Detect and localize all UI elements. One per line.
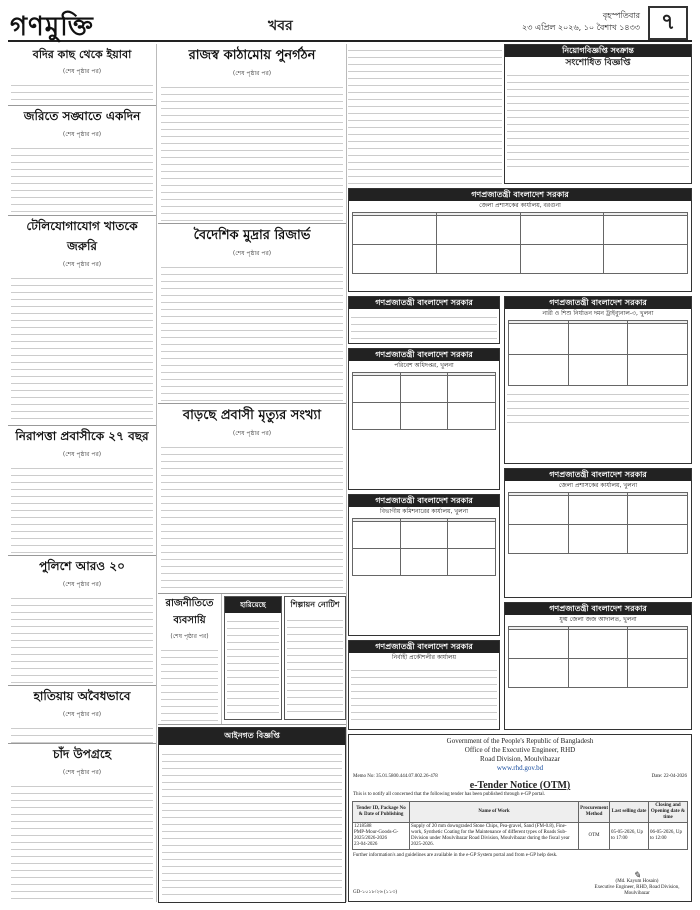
notice-heading: গণপ্রজাতন্ত্রী বাংলাদেশ সরকার: [349, 349, 499, 361]
notice-table: [508, 492, 688, 554]
story-byline: (শেষ পৃষ্ঠার পর): [232, 250, 272, 257]
tender-title: e-Tender Notice (OTM): [469, 780, 571, 791]
notice-box: [504, 44, 692, 184]
notice-heading: গণপ্রজাতন্ত্রী বাংলাদেশ সরকার: [349, 641, 499, 653]
notice-table: [352, 372, 496, 430]
story-byline: (শেষ পৃষ্ঠার পর): [62, 131, 102, 138]
tender-last-selling: 05-05-2026, Up to 17:00: [610, 823, 649, 850]
memo-date: Date: 22-04-2026: [651, 774, 687, 779]
story-headline: হাতিয়ায় অবৈধভাবে: [33, 689, 131, 703]
newspaper-logo: গণমুক্তি: [10, 12, 94, 42]
tender-package: PMP-Mour-Goods-G-2025/2026-2026: [354, 830, 399, 841]
tender-closing: 06-05-2026, Up to 12:00: [649, 823, 688, 850]
tender-table: [352, 801, 688, 850]
middle-column: [158, 44, 347, 902]
center-notices: [348, 44, 502, 184]
story-headline: জরিতে সঙ্ঘাতে একদিন: [23, 109, 141, 123]
tender-footer: Further information's and guidelines are available in the e-GP System portal and from e-GP help desk.: [353, 853, 558, 858]
notice-subheading: যুগ্ম জেলা জজ আদালত, খুলনা: [559, 616, 637, 623]
story-byline: (শেষ পৃষ্ঠার পর): [62, 769, 102, 776]
tender-work: Supply of 20 mm downgraded Stone Chips, Pea-gravel, Sand (FM-0.8), Fine-work, Synthetic Coating for the Maintenance of different types of Roads Sub-Division under Moulvibazar Road Division, Moulvibazar during the fiscal year 2025-2026.: [410, 823, 579, 850]
story[interactable]: [8, 556, 156, 686]
th-closing: Closing and Opening date & time: [649, 802, 688, 823]
th-last-selling: Last selling date: [610, 802, 649, 823]
notice-box: [348, 494, 500, 636]
story-body: [11, 462, 153, 556]
story-body: [11, 272, 153, 426]
masthead: [8, 6, 692, 42]
gov-line: Government of the People's Republic of Bangladesh: [446, 737, 594, 745]
story-headline: রাজনীতিতে ব্যবসায়ি: [165, 598, 214, 626]
tender-method: OTM: [579, 823, 610, 850]
tender-intro: This is to notify all concerned that the following tender has been published through e-GP portal.: [353, 792, 545, 797]
education-notice-title: শিল্পায়ন নোটিশ: [290, 599, 340, 609]
signature-block: ✎ (Md. Kayum Hosain) Executive Engineer, RHD, Road Division, Moulvibazar: [587, 873, 687, 897]
story-body: [11, 79, 153, 106]
notice-table: [352, 518, 496, 576]
missing-notice-title: হারিয়েছে: [225, 597, 281, 613]
story-headline: নিরাপত্তা প্রবাসীকে ২৭ বছর: [15, 429, 149, 443]
notice-box: [348, 188, 692, 292]
story-body: [11, 592, 153, 686]
signer-name: (Md. Kayum Hosain): [615, 879, 659, 884]
notice-box: [504, 296, 692, 464]
th-method: Procurement Method: [579, 802, 610, 823]
story-headline: রাজস্ব কাঠামোয় পুনর্গঠন: [188, 48, 316, 63]
story[interactable]: [8, 686, 156, 744]
story-body: [161, 81, 343, 224]
notice-box: [348, 296, 500, 344]
notice-heading: গণপ্রজাতন্ত্রী বাংলাদেশ সরকার: [349, 297, 499, 309]
story-byline: (শেষ পৃষ্ঠার পর): [232, 430, 272, 437]
left-column: [8, 44, 157, 902]
story-byline: (শেষ পৃষ্ঠার পর): [62, 68, 102, 75]
education-notice: [284, 596, 346, 720]
story-body: [11, 142, 153, 216]
story-byline: (শেষ পৃষ্ঠার পর): [170, 633, 209, 640]
story[interactable]: [8, 744, 156, 902]
story-byline: (শেষ পৃষ্ঠার পর): [62, 261, 102, 268]
issue-date: ২৩ এপ্রিল ২০২৬, ১০ বৈশাখ ১৪৩৩: [522, 23, 640, 32]
notice-heading: গণপ্রজাতন্ত্রী বাংলাদেশ সরকার: [505, 603, 691, 615]
th-work: Name of Work: [410, 802, 579, 823]
notice-table: [508, 320, 688, 386]
notice-box: [348, 348, 500, 490]
tender-ref: GD-১০১৮/২৬ (১১৩): [353, 890, 398, 895]
notice-title: সংশোধিত বিজ্ঞপ্তি: [565, 58, 631, 68]
section-label: খবর: [268, 18, 293, 34]
memo-number: Memo No: 35.01.5800.444.07.002.26-478: [353, 774, 438, 779]
notice-box: [348, 640, 500, 730]
e-tender-notice: [348, 734, 692, 902]
story-headline: চাঁদ উপগ্রহে: [52, 747, 112, 761]
story[interactable]: [158, 404, 346, 594]
story-body: [161, 261, 343, 404]
story-headline: বাড়ছে প্রবাসী মৃত্যুর সংখ্যা: [182, 408, 322, 423]
story[interactable]: [158, 594, 222, 724]
tender-pub-date: 23-04-2026: [354, 842, 378, 847]
bottom-split: [158, 594, 346, 725]
story-byline: (শেষ পৃষ্ঠার পর): [62, 581, 102, 588]
table-row: [353, 823, 688, 850]
missing-notice: [224, 596, 282, 720]
division-line: Road Division, Moulvibazar: [480, 755, 560, 763]
story-body: [11, 780, 153, 902]
notice-subheading: নির্বাহী প্রকৌশলীর কার্যালয়: [391, 654, 457, 661]
story-headline: টেলিযোগাযোগ খাতকে জরুরি: [26, 219, 138, 253]
story-headline: বদির কাছ থেকে ইয়াবা: [32, 48, 132, 61]
story-headline: বৈদেশিক মুদ্রার রিজার্ভ: [193, 228, 311, 243]
website-link[interactable]: www.rhd.gov.bd: [496, 764, 544, 772]
story[interactable]: [8, 106, 156, 216]
notice-subheading: নারী ও শিশু নির্যাতন দমন ট্রাইব্যুনাল-৩, খুলনা: [542, 310, 654, 317]
story-byline: (শেষ পৃষ্ঠার পর): [62, 711, 102, 718]
story[interactable]: [8, 216, 156, 426]
public-notice: [158, 727, 346, 903]
notice-subheading: পরিবেশ অধিদপ্তর, খুলনা: [394, 362, 454, 369]
office-line: Office of the Executive Engineer, RHD: [464, 746, 576, 754]
story-byline: (শেষ পৃষ্ঠার পর): [62, 451, 102, 458]
notice-heading: গণপ্রজাতন্ত্রী বাংলাদেশ সরকার: [349, 495, 499, 507]
story-byline: (শেষ পৃষ্ঠার পর): [232, 70, 272, 77]
notice-table: [352, 212, 688, 274]
story-body: [11, 722, 153, 744]
th-tender-id: Tender ID, Package No & Date of Publishing: [353, 802, 410, 823]
notice-table: [508, 626, 688, 688]
page-number: ৭: [648, 6, 688, 40]
story-body: [161, 441, 343, 594]
notice-subheading: জেলা প্রশাসকের কার্যালয়, বরগুনা: [479, 202, 561, 209]
notice-box: [504, 602, 692, 730]
notice-heading: গণপ্রজাতন্ত্রী বাংলাদেশ সরকার: [349, 189, 691, 201]
story[interactable]: [8, 44, 156, 106]
public-notice-title: আইনগত বিজ্ঞপ্তি: [159, 728, 345, 745]
tender-id: 1218588: [354, 824, 372, 829]
story[interactable]: [158, 224, 346, 404]
story[interactable]: [158, 44, 346, 224]
story[interactable]: [8, 426, 156, 556]
notice-subheading: বিভাগীয় কমিশনারের কার্যালয়, খুলনা: [379, 508, 469, 515]
notice-heading: গণপ্রজাতন্ত্রী বাংলাদেশ সরকার: [505, 297, 691, 309]
weekday: বৃহস্পতিবার: [602, 11, 640, 20]
story-body: [161, 644, 218, 724]
signer-title: Executive Engineer, RHD, Road Division, Moulvibazar: [594, 885, 680, 896]
notice-heading: গণপ্রজাতন্ত্রী বাংলাদেশ সরকার: [505, 469, 691, 481]
notice-box: [504, 468, 692, 598]
story-headline: পুলিশে আরও ২০: [39, 559, 125, 573]
dateline: [522, 10, 640, 34]
notice-heading: নিয়োগবিজ্ঞপ্তি সংক্রান্ত: [505, 45, 691, 57]
notice-subheading: জেলা প্রশাসকের কার্যালয়, খুলনা: [558, 482, 638, 489]
